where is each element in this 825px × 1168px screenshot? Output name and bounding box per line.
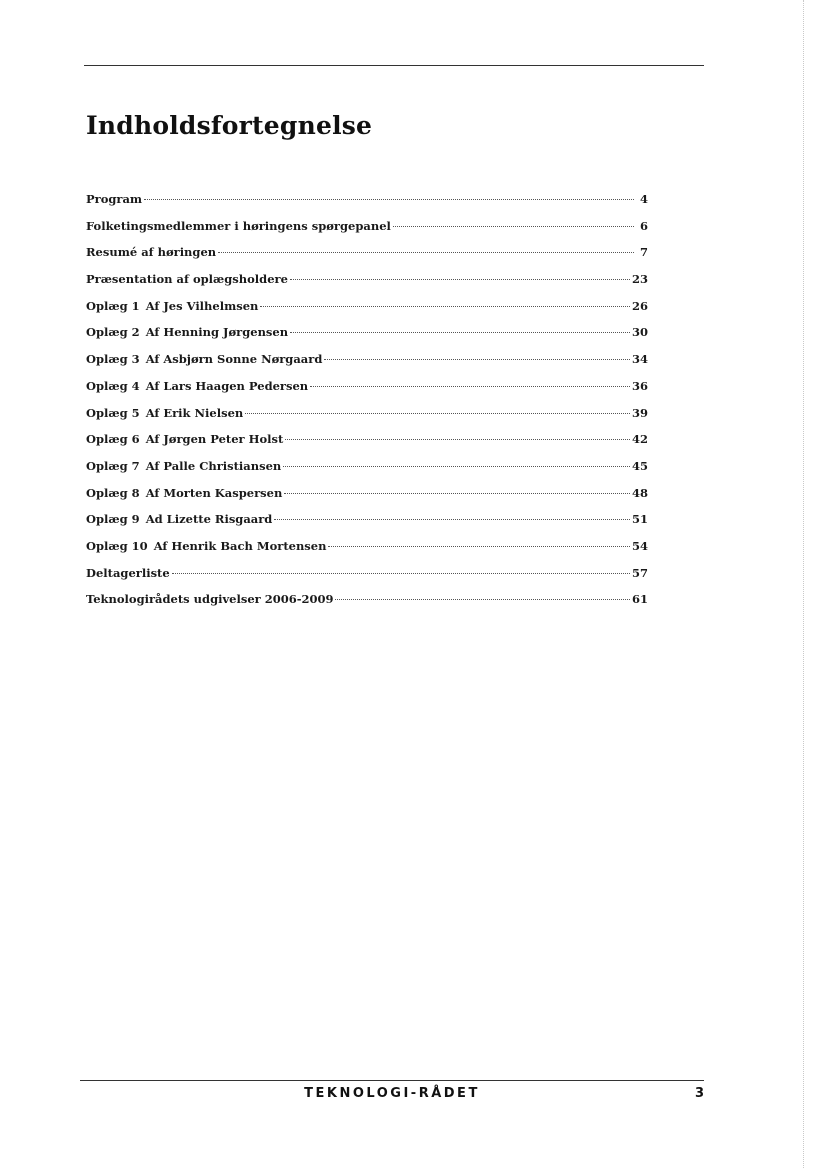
footer-page-number: 3 xyxy=(694,1086,704,1101)
toc-page-number: 34 xyxy=(631,352,648,367)
toc-entry-number: Oplæg 1 xyxy=(86,298,140,313)
toc-page-number: 61 xyxy=(631,592,648,607)
toc-entry[interactable] xyxy=(86,486,648,513)
toc-entry[interactable] xyxy=(86,299,648,326)
toc-entry-label: Af Palle Christiansen xyxy=(145,458,282,473)
table-of-contents xyxy=(86,192,648,619)
toc-entry[interactable] xyxy=(86,192,648,219)
toc-entry-label: Præsentation af oplægsholdere xyxy=(86,272,288,287)
toc-page-number: 45 xyxy=(631,458,648,473)
toc-entry[interactable] xyxy=(86,406,648,433)
toc-page-number: 30 xyxy=(631,325,648,340)
toc-dot-leader xyxy=(290,332,630,333)
toc-dot-leader xyxy=(335,599,630,600)
toc-entry-number: Oplæg 6 xyxy=(86,432,140,447)
toc-entry-label: Ad Lizette Risgaard xyxy=(145,512,273,527)
toc-dot-leader xyxy=(285,439,630,440)
toc-entry-number: Oplæg 2 xyxy=(86,325,140,340)
toc-dot-leader xyxy=(324,359,630,360)
toc-dot-leader xyxy=(284,493,630,494)
page-edge-line xyxy=(803,0,804,1168)
header-rule xyxy=(84,65,704,66)
toc-entry-label: Af Henrik Bach Mortensen xyxy=(153,538,327,553)
toc-page-number: 48 xyxy=(631,485,648,500)
toc-entry-number: Oplæg 10 xyxy=(86,538,148,553)
toc-entry[interactable] xyxy=(86,245,648,272)
toc-page-number: 39 xyxy=(631,405,648,420)
toc-page-number: 7 xyxy=(639,245,648,260)
toc-entry-label: Teknologirådets udgivelser 2006-2009 xyxy=(86,592,334,607)
toc-dot-leader xyxy=(144,199,634,200)
toc-entry[interactable] xyxy=(86,566,648,593)
toc-entry-number: Oplæg 9 xyxy=(86,512,140,527)
toc-dot-leader xyxy=(310,386,630,387)
toc-entry[interactable] xyxy=(86,219,648,246)
toc-entry-number: Oplæg 3 xyxy=(86,352,140,367)
toc-entry-label: Af Jørgen Peter Holst xyxy=(145,432,284,447)
toc-dot-leader xyxy=(328,546,630,547)
toc-entry-label: Af Asbjørn Sonne Nørgaard xyxy=(145,352,323,367)
toc-entry-label: Program xyxy=(86,192,143,206)
toc-entry[interactable] xyxy=(86,512,648,539)
toc-entry[interactable] xyxy=(86,379,648,406)
toc-entry[interactable] xyxy=(86,592,648,619)
toc-entry-label: Deltagerliste xyxy=(86,565,170,580)
toc-dot-leader xyxy=(260,306,630,307)
toc-entry[interactable] xyxy=(86,325,648,352)
toc-entry-label: Af Erik Nielsen xyxy=(145,405,244,420)
toc-page-number: 4 xyxy=(639,192,648,206)
toc-dot-leader xyxy=(218,252,634,253)
toc-entry-label: Af Jes Vilhelmsen xyxy=(145,298,259,313)
toc-entry-label: Af Morten Kaspersen xyxy=(145,485,283,500)
toc-page-number: 36 xyxy=(631,378,648,393)
footer-rule xyxy=(80,1080,704,1081)
toc-dot-leader xyxy=(290,279,630,280)
toc-page-number: 26 xyxy=(631,298,648,313)
toc-page-number: 57 xyxy=(631,565,648,580)
toc-entry-number: Oplæg 5 xyxy=(86,405,140,420)
toc-entry[interactable] xyxy=(86,539,648,566)
toc-page-number: 42 xyxy=(631,432,648,447)
toc-entry-label: Resumé af høringen xyxy=(86,245,217,260)
toc-entry-number: Oplæg 7 xyxy=(86,458,140,473)
toc-entry-label: Af Lars Haagen Pedersen xyxy=(145,378,309,393)
toc-page-number: 23 xyxy=(631,272,648,287)
toc-dot-leader xyxy=(274,519,630,520)
toc-entry-number: Oplæg 8 xyxy=(86,485,140,500)
toc-entry-number: Oplæg 4 xyxy=(86,378,140,393)
toc-entry[interactable] xyxy=(86,459,648,486)
toc-dot-leader xyxy=(245,413,630,414)
toc-dot-leader xyxy=(283,466,630,467)
toc-entry[interactable] xyxy=(86,352,648,379)
footer-brand-logo: TEKNOLOGI-RÅDET xyxy=(304,1086,480,1101)
toc-dot-leader xyxy=(172,573,630,574)
toc-page-number: 6 xyxy=(639,218,648,233)
toc-entry-label: Af Henning Jørgensen xyxy=(145,325,289,340)
toc-dot-leader xyxy=(393,226,634,227)
page-title: Indholdsfortegnelse xyxy=(86,111,373,140)
toc-entry[interactable] xyxy=(86,432,648,459)
toc-entry[interactable] xyxy=(86,272,648,299)
toc-entry-label: Folketingsmedlemmer i høringens spørgepanel xyxy=(86,218,391,233)
toc-page-number: 51 xyxy=(631,512,648,527)
toc-page-number: 54 xyxy=(631,538,648,553)
